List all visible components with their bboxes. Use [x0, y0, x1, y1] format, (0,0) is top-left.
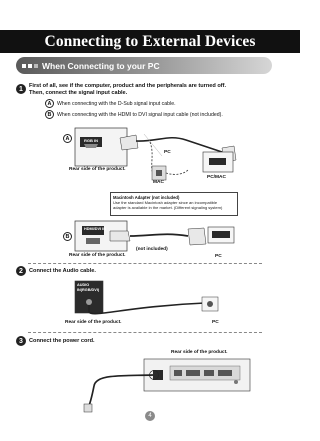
- step-1-line-1: First of all, see if the computer, product and the peripherals are turned off.: [29, 83, 227, 89]
- diagram-b-not-included-label: (not included): [136, 247, 168, 252]
- diagram-b-badge: B: [63, 232, 72, 241]
- note-line-1: Use the standard Macintosh adapter since an incompatible: [113, 199, 218, 205]
- diagram-a-mac-label: MAC: [153, 180, 164, 185]
- step-2-number: 2: [16, 266, 26, 276]
- section-banner-title: When Connecting to your PC: [42, 60, 160, 71]
- step-1-number: 1: [16, 84, 26, 94]
- step-3-number: 3: [16, 336, 26, 346]
- note-line-2: adapter is available in the market. (Different signaling system): [113, 205, 223, 211]
- diagram-a-badge: A: [63, 134, 72, 143]
- page-title: Connecting to External Devices: [44, 32, 256, 50]
- step-3-rear-label: Rear side of the product.: [171, 350, 228, 355]
- step-2-text: Connect the Audio cable.: [29, 268, 96, 274]
- diagram-b-port-label: HDMI/DVI IN: [84, 227, 106, 231]
- option-a-badge: A: [45, 99, 54, 108]
- diagram-a-pc-label: PC: [164, 150, 171, 155]
- option-b-text: When connecting with the HDMI to DVI signal input cable (not included).: [57, 112, 223, 118]
- page-number: 4: [145, 411, 155, 421]
- diagram-b-rear-label: Rear side of the product.: [69, 253, 126, 258]
- diagram-a-rear-label: Rear side of the product.: [69, 167, 126, 172]
- step-3-text: Connect the power cord.: [29, 338, 95, 344]
- step-1-line-2: Then, connect the signal input cable.: [29, 90, 128, 96]
- diagram-a-port-label: RGB IN: [84, 138, 98, 143]
- option-b-badge: B: [45, 110, 54, 119]
- diagram-b-pc-label: PC: [215, 254, 222, 259]
- step-2-rear-label: Rear side of the product.: [65, 320, 122, 325]
- diagram-a-pcmac-label: PC/MAC: [207, 175, 226, 180]
- option-a-text: When connecting with the D-Sub signal input cable.: [57, 101, 176, 107]
- step-2-pc-label: PC: [212, 320, 219, 325]
- note-title: Macintosh Adapter (not included): [113, 194, 180, 200]
- audio-port-label: AUDIO IN(RGB/DVI): [77, 283, 100, 292]
